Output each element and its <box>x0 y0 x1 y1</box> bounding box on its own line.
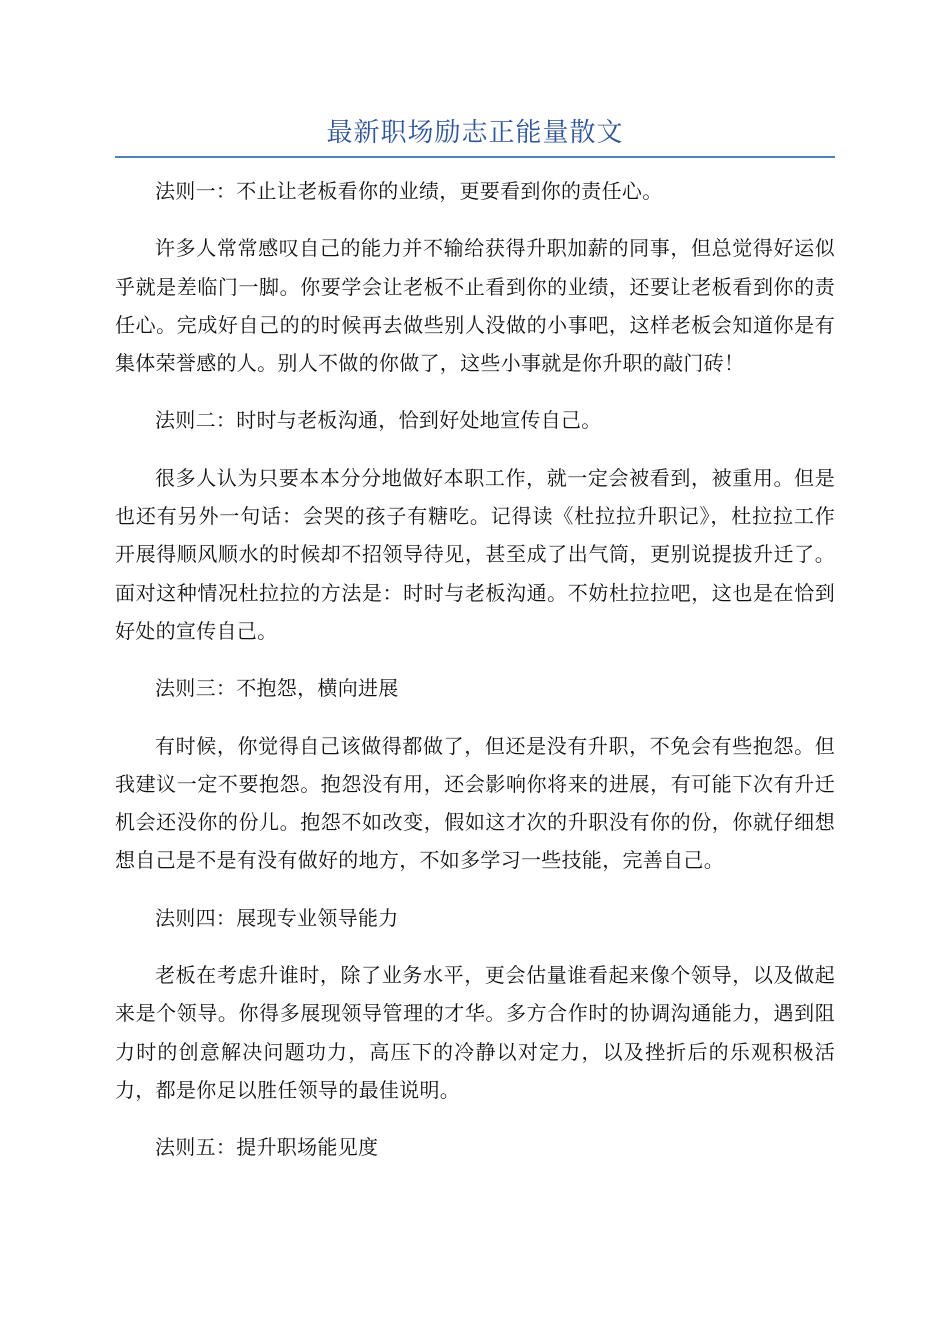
section-heading-5: 法则五：提升职场能见度 <box>155 1135 379 1160</box>
document-title: 最新职场励志正能量散文 <box>326 118 624 148</box>
body-paragraph-3: 有时候，你觉得自己该做得都做了，但还是没有升职，不免会有些抱怨。但我建议一定不要抱怨。抱怨没有用，还会影响你将来的进展，有可能下次有升迁机会还没你的份儿。抱怨不如改变，假如这才次的升职没有你的份，你就仔细想想自己是不是有没有做好的地方，不如多学习一些技能，完善自己。 <box>115 733 835 873</box>
section-heading-3: 法则三：不抱怨，横向进展 <box>155 676 399 701</box>
section-heading-2: 法则二：时时与老板沟通，恰到好处地宣传自己。 <box>155 408 602 433</box>
body-paragraph-1: 许多人常常感叹自己的能力并不输给获得升职加薪的同事，但总觉得好运似乎就是差临门一脚。你要学会让老板不止看到你的业绩，还要让老板看到你的责任心。完成好自己的的时候再去做些别人没做的小事吧，这样老板会知道你是有集体荣誉感的人。别人不做的你做了，这些小事就是你升职的敲门砖！ <box>115 236 835 376</box>
body-paragraph-4: 老板在考虑升谁时，除了业务水平，更会估量谁看起来像个领导，以及做起来是个领导。你得多展现领导管理的才华。多方合作时的协调沟通能力，遇到阻力时的创意解决问题功力，高压下的冷静以对定力，以及挫折后的乐观积极活力，都是你足以胜任领导的最佳说明。 <box>115 963 835 1102</box>
title-block <box>115 110 835 158</box>
body-paragraph-2: 很多人认为只要本本分分地做好本职工作，就一定会被看到，被重用。但是也还有另外一句话：会哭的孩子有糖吃。记得读《杜拉拉升职记》，杜拉拉工作开展得顺风顺水的时候却不招领导待见，甚至成了出气筒，更别说提拔升迁了。面对这种情况杜拉拉的方法是：时时与老板沟通。不妨杜拉拉吧，这也是在恰到好处的宣传自己。 <box>115 465 835 643</box>
section-heading-4: 法则四：展现专业领导能力 <box>155 905 399 930</box>
section-heading-1: 法则一：不止让老板看你的业绩，更要看到你的责任心。 <box>155 179 663 203</box>
document-body <box>115 172 835 1186</box>
